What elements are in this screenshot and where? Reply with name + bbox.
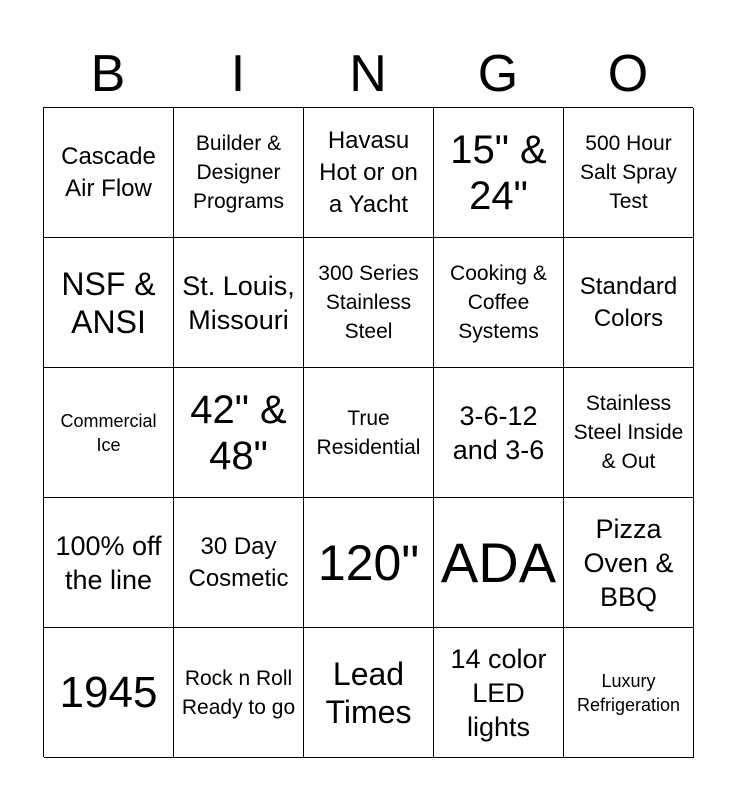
bingo-cell-r1-c4[interactable]	[434, 108, 564, 238]
cell-text: 100% off the line	[55, 530, 162, 595]
cell-text: 14 color LED lights	[450, 643, 547, 742]
bingo-cell-r1-c2[interactable]	[174, 108, 304, 238]
bingo-cell-r5-c5[interactable]	[564, 628, 694, 758]
cell-text: 15" & 24"	[450, 127, 547, 218]
bingo-cell-r3-c2[interactable]	[174, 368, 304, 498]
cell-text: 30 Day Cosmetic	[188, 532, 289, 592]
cell-text: Builder & Designer Programs	[192, 132, 285, 213]
cell-text: True Residential	[316, 406, 421, 459]
header-letter-i: I	[230, 45, 246, 103]
header-letter-g: G	[477, 45, 519, 103]
cell-text: Pizza Oven & BBQ	[583, 513, 674, 612]
bingo-cell-r5-c4[interactable]	[434, 628, 564, 758]
cell-text: Lead Times	[325, 655, 412, 730]
bingo-cell-r5-c1[interactable]	[44, 628, 174, 758]
bingo-cell-r3-c4[interactable]	[434, 368, 564, 498]
header-letter-b: B	[90, 45, 126, 103]
cell-text: Cooking & Coffee Systems	[450, 262, 547, 343]
bingo-cell-r3-c1[interactable]	[44, 368, 174, 498]
bingo-cell-r1-c3[interactable]	[304, 108, 434, 238]
bingo-cell-r1-c1[interactable]	[44, 108, 174, 238]
cell-text: Luxury Refrigeration	[576, 670, 681, 715]
bingo-cell-r4-c5[interactable]	[564, 498, 694, 628]
bingo-cell-r2-c5[interactable]	[564, 238, 694, 368]
cell-text: St. Louis, Missouri	[182, 270, 295, 335]
bingo-cell-r1-c5[interactable]	[564, 108, 694, 238]
bingo-header	[43, 40, 693, 108]
bingo-cell-r3-c3[interactable]	[304, 368, 434, 498]
cell-text: Rock n Roll Ready to go	[181, 666, 296, 719]
cell-text: Cascade Air Flow	[61, 142, 156, 202]
cell-text: 500 Hour Salt Spray Test	[580, 132, 677, 213]
bingo-cell-r3-c5[interactable]	[564, 368, 694, 498]
bingo-cell-r4-c4[interactable]	[434, 498, 564, 628]
cell-text: 1945	[59, 667, 158, 717]
bingo-cell-r4-c1[interactable]	[44, 498, 174, 628]
bingo-board	[43, 107, 693, 757]
bingo-cell-r5-c3[interactable]	[304, 628, 434, 758]
header-letter-n: N	[349, 45, 387, 103]
cell-text: 120"	[317, 534, 420, 591]
bingo-cell-r4-c3[interactable]	[304, 498, 434, 628]
bingo-cell-r2-c4[interactable]	[434, 238, 564, 368]
cell-text: Havasu Hot or on a Yacht	[319, 126, 418, 218]
bingo-cell-r2-c3[interactable]	[304, 238, 434, 368]
bingo-cell-r2-c1[interactable]	[44, 238, 174, 368]
cell-text: NSF & ANSI	[61, 265, 156, 340]
cell-text: Stainless Steel Inside & Out	[573, 392, 684, 473]
cell-text: 3-6-12 and 3-6	[452, 400, 545, 465]
bingo-cell-r4-c2[interactable]	[174, 498, 304, 628]
cell-text: ADA	[440, 530, 557, 594]
cell-text: 42" & 48"	[190, 387, 287, 478]
bingo-cell-r5-c2[interactable]	[174, 628, 304, 758]
cell-text: 300 Series Stainless Steel	[318, 262, 419, 343]
cell-text: Standard Colors	[579, 272, 678, 332]
cell-text: Commercial Ice	[60, 410, 157, 455]
bingo-cell-r2-c2[interactable]	[174, 238, 304, 368]
header-letter-o: O	[607, 45, 649, 103]
